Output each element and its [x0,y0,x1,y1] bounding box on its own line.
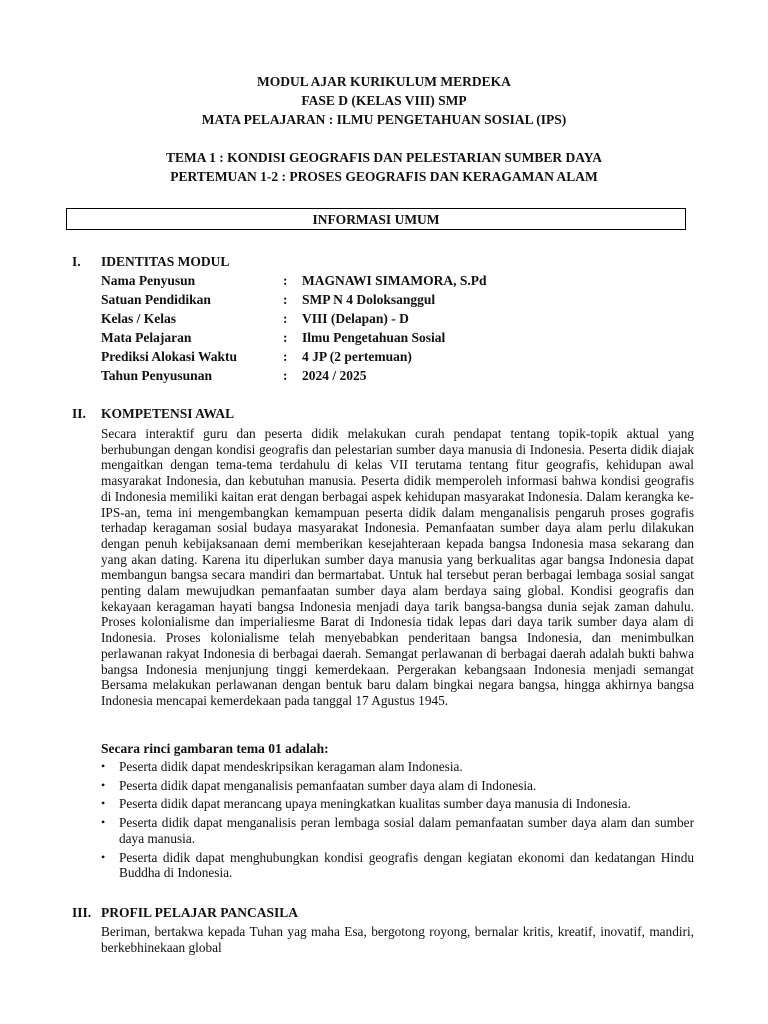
list-item-text: Peserta didik dapat mendeskripsikan keragaman alam Indonesia. [119,759,463,774]
list-item [101,759,694,775]
list-item-text: Peserta didik dapat merancang upaya meningkatkan kualitas sumber daya manusia di Indonesia. [119,796,631,812]
identity-row [101,309,661,328]
identity-colon: : [283,273,288,288]
list-item-text: Peserta didik dapat menganalisis pemanfaatan sumber daya alam di Indonesia. [119,777,537,793]
identity-label: Nama Penyusun [101,273,196,288]
section-1-title: IDENTITAS MODUL [101,254,230,269]
identity-colon: : [283,330,288,345]
theme-detail-list [101,759,694,884]
section-3-title: PROFIL PELAJAR PANCASILA [101,905,299,920]
identity-row [101,290,661,309]
theme-title: TEMA 1 : KONDISI GEOGRAFIS DAN PELESTARIAN SUMBER DAYA [165,150,603,165]
identity-colon: : [283,349,288,364]
section-1-number: I. [72,254,81,269]
identity-label: Kelas / Kelas [101,311,176,326]
phase-title: FASE D (KELAS VIII) SMP [301,93,467,108]
identity-row [101,271,661,290]
identity-label: Prediksi Alokasi Waktu [101,349,238,364]
list-item [101,815,694,846]
identity-label: Tahun Penyusunan [101,368,212,383]
identity-colon: : [283,368,288,383]
identity-value: SMP N 4 Doloksanggul [302,292,436,307]
list-item-text: Peserta didik dapat menghubungkan kondisi geografis dengan kegiatan ekonomi dan kedatangan Hindu Buddha di Indonesia. [119,849,694,881]
bullet-icon: • [101,796,106,811]
list-item [101,796,694,812]
identity-row [101,366,661,385]
identity-table [101,271,661,385]
kompetensi-awal-paragraph: Secara interaktif guru dan peserta didik melakukan curah pendapat tentang topik-topik aktual yang berhubungan dengan kondisi geografis dan pelestarian sumber daya manusia di Indonesia. Peserta didik diajak mengaitkan dengan tema-tema terdahulu di kelas VII terutama tentang fitur geografis, kehidupan awal masyarakat Indonesia, dan kebutuhan manusia. Peserta didik memperoleh informasi bahwa kondisi geografis di Indonesia memiliki kaitan erat dengan berbagai aspek kehidupan masyarakat Indonesia. Dalam kerangka ke-IPS-an, tema ini mengembangkan kemampuan peserta didik dalam menganalisis pengaruh proses gografis terhadap keragaman sosial budaya masyarakat Indonesia. Pemanfaatan sumber daya alam perlu dilakukan dengan penuh kebijaksanaan demi memberikan kesejahteraan kepada bangsa Indonesia masa sekarang dan yang akan dating. Karena itu diperlukan sumber daya manusia yang berkualitas agar bangsa Indonesia dapat membangun bangsa secara mandiri dan bermartabat. Untuk hal tersebut peran berbagai lembaga sosial sangat penting dalam mewujudkan pemanfaatan sumber daya alam berdaya saing global. Kondisi geografis dan kekayaan keragaman hayati bangsa Indonesia menjadi daya tarik bangsa-bangsa dunia sejak zaman dahulu. Proses kolonialisme dan imperialiesme Barat di Indonesia tidak lepas dari daya tarik sumber daya alam di Indonesia. Proses kolonialisme telah menyebabkan penderitaan bangsa Indonesia, dan menimbulkan perlawanan rakyat Indonesia di berbagai daerah. Semangat perlawanan di berbagai daerah adalah bukti bahwa bangsa Indonesia menjunjung tinggi kemerdekaan. Pergerakan kebangsaan Indonesia menjadi semangat Bersama melakukan perlawanan dengan bentuk baru dalam bingkai negara bangsa, hingga akhirnya bangsa Indonesia mencapai kemerdekaan pada tanggal 17 Agustus 1945. [101,426,694,708]
section-2-title: KOMPETENSI AWAL [101,406,235,421]
info-umum-box: INFORMASI UMUM [66,208,686,230]
section-2-number: II. [72,406,86,421]
identity-label: Satuan Pendidikan [101,292,211,307]
identity-value: Ilmu Pengetahuan Sosial [302,330,446,345]
identity-row [101,328,661,347]
identity-value: 2024 / 2025 [302,368,367,383]
bullet-icon: • [101,777,106,792]
identity-row [101,347,661,366]
subject-title: MATA PELAJARAN : ILMU PENGETAHUAN SOSIAL (IPS) [201,112,567,127]
meeting-title: PERTEMUAN 1-2 : PROSES GEOGRAFIS DAN KERAGAMAN ALAM [170,169,598,184]
theme-detail-heading: Secara rinci gambaran tema 01 adalah: [101,741,329,756]
bullet-icon: • [101,849,106,864]
identity-value: 4 JP (2 pertemuan) [302,349,412,364]
list-item-text: Peserta didik dapat menganalisis peran lembaga sosial dalam pemanfaatan sumber daya alam dan sumber daya manusia. [119,815,694,846]
bullet-icon: • [101,759,106,773]
identity-value: MAGNAWI SIMAMORA, S.Pd [302,273,487,288]
list-item [101,850,694,881]
identity-colon: : [283,311,288,326]
bullet-icon: • [101,815,106,830]
profil-pelajar-paragraph: Beriman, bertakwa kepada Tuhan yag maha Esa, bergotong royong, bernalar kritis, kreatif, inovatif, mandiri, berkebhinekaan global [101,924,694,955]
identity-value: VIII (Delapan) - D [302,311,409,326]
identity-colon: : [283,292,288,307]
list-item [101,778,694,794]
section-3-number: III. [72,905,92,920]
module-title: MODUL AJAR KURIKULUM MERDEKA [257,74,511,89]
identity-label: Mata Pelajaran [101,330,192,345]
